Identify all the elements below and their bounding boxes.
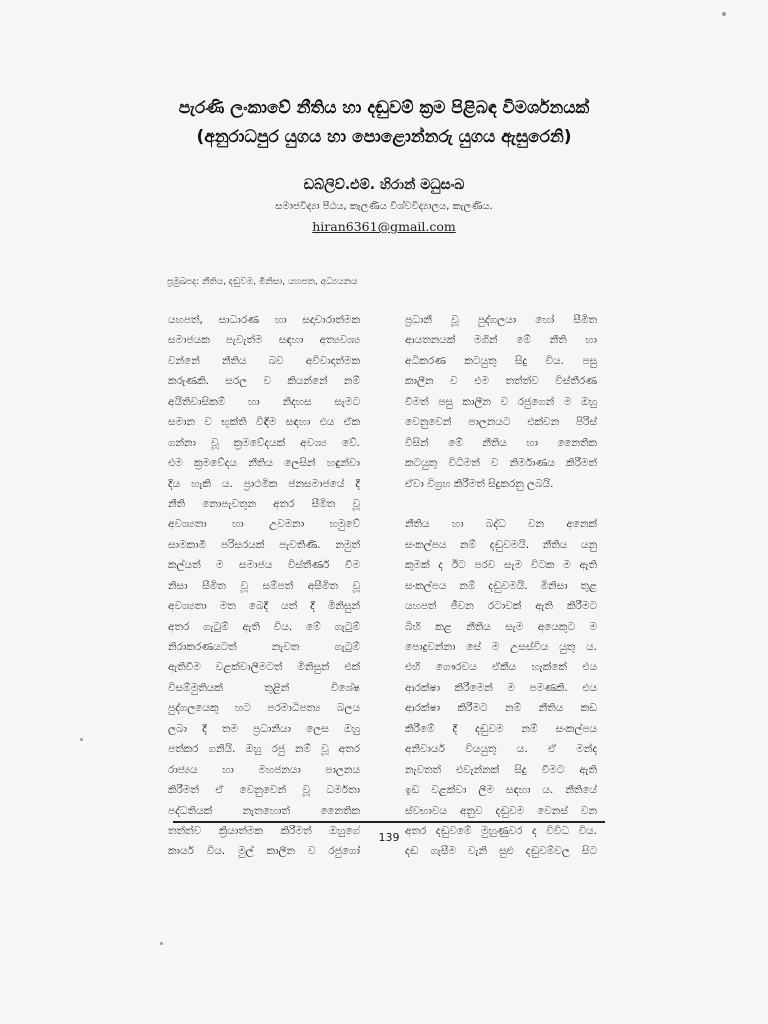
paragraph-gap	[405, 494, 597, 514]
body-text-line: එම ක්‍රමවේදය නීතිය ලෙසින් හඳුන්වා	[168, 457, 360, 470]
left-text-column	[168, 310, 360, 862]
body-text-line: සංකල්පය නම් දඬුවමයි. නීතිය යනු	[405, 538, 597, 551]
body-text-line: වන්නේ නීතිය බව අවිවාදාත්මක	[168, 354, 360, 367]
body-text-line: යහපත්, සාධාරණ හා සදාචාරාත්මක	[168, 314, 360, 326]
body-text-line: දඬ ගැසීම වැනි සුළු දඬුවම්වල සිට	[405, 845, 597, 858]
body-text-line: ඉඩ වළක්වා ලීම සඳහා ය. නීතියේ	[405, 784, 597, 797]
body-text-line: පත්කර ගනියි. ඔහු රජු නම් වූ අතර	[168, 743, 360, 756]
scan-speck	[722, 12, 726, 16]
body-text-line: නිරාකරණයටත් නැවත ගැටුම්	[168, 641, 360, 653]
body-text-line: පුද්ගලයෙකු හට පරමාධිපත්‍ය බලය	[168, 702, 360, 715]
footer-rule	[173, 821, 605, 823]
body-text-line: අනිවාර්ය වියයුතු ය. ඒ මන්ද	[405, 743, 597, 756]
body-text-line: සාමකාමී පරිසරයක් පැවතිණි. නමුත්	[168, 538, 360, 551]
author-name: ඩබ්ලිව්.එම්. හිරාන් මධුසංඛ	[303, 177, 465, 193]
body-text-line: විසින් මේ නීතිය හා නෛතික	[405, 436, 597, 449]
body-text-line: ආයතනයක් මගින් මේ නීති හා	[405, 334, 597, 347]
body-text-line: අයිතිවාසිකම් හා නිදහස සැමට	[168, 395, 360, 408]
body-text-line: ලබා දී තම ප්‍රධානියා ලෙස ඔහු	[168, 722, 360, 735]
body-text-line: අධිකරණ කටයුතු සිදු විය. පසු	[405, 354, 597, 367]
body-text-line: එහි ගෞරවය ඒකීය හැක්කේ එය	[405, 661, 597, 674]
body-text-line: වෙනුවෙන් පාලනයට එක්වන පිරිස්	[405, 416, 597, 429]
keywords-line: ප්‍රමුඛපද: නීතිය, දඬුවම, මිනිසා, යහපත, අධ්‍යයනය	[167, 277, 358, 287]
body-text-line: කල්යත් ම සමාජය විස්තීර්ණ වීම	[168, 559, 360, 572]
body-text-line: ඒවා විග්‍රහ කිරීමත් සිදුකරනු ලබයි.	[405, 477, 554, 490]
body-text-line: ප්‍රධානී වූ පුද්ගලයා හෝ සීමිත	[405, 314, 597, 326]
body-text-line: නැවතත් එවැන්නක් සිදු වීමට ඇති	[405, 763, 597, 776]
body-text-line: විසම්මුතියක් තුළින් විශේෂ	[168, 681, 360, 694]
body-text-line: යහපත් ජීවන රටාවක් ඇති කිරීමට	[405, 600, 597, 613]
body-text-line: තත්ත්ව ක්‍රියාත්මක කිරීමත් ඔහුගේ	[168, 824, 360, 837]
body-text-line: කුමක් ද ඊට පරව සැම විටක ම ඇති	[405, 559, 597, 572]
scan-speck	[160, 942, 163, 945]
body-text-line: සමාජයක පැවැත්ම සඳහා අත්‍යවශ්‍ය	[168, 334, 360, 347]
body-text-line: කටයුතු විධිමත් ව නිර්මාණය කිරීමත්	[405, 457, 597, 470]
body-text-line: සමාන ව භුක්ති විඳීම සඳහා එය ඒක	[168, 416, 360, 429]
body-text-line: නීති නොපැවතුන අතර සීමිත වූ	[168, 497, 360, 510]
body-text-line: වීමත් පසු කාලීන ව රජුගෙන් ම ඔහු	[405, 395, 597, 408]
scan-speck	[80, 738, 83, 741]
body-text-line: කරුණකි. සරල ව කියන්නේ නම්	[168, 375, 360, 388]
body-text-line: අවශ්‍යතා හා උවමනා හමුවේ	[168, 518, 360, 531]
body-text-line: අවශ්‍යතා මත බෙදී යත් දී මිනිසුන්	[168, 600, 360, 613]
body-text-line: නිසා සීමිත වූ සම්පත් අසීමිත වූ	[168, 579, 360, 592]
article-title-line-1: පැරණි ලංකාවේ නීතිය හා දඬුවම් ක්‍රම පිළිබඳ විමර්ශනයක්	[178, 98, 590, 118]
body-text-line: පද්ධතියක් නැතහොත් නෛතික	[168, 804, 360, 817]
author-affiliation: සමාජවිද්‍යා පීඨය, කැලණිය විශ්වවිද්‍යාලය, කැලණිය.	[275, 201, 493, 212]
body-text-line: පොදුවන්නා සේ ම උසස්විය යුතු ය.	[405, 641, 597, 653]
body-text-line: සංකල්පය නම් දඬුවමයි. මිනිසා තුළ	[405, 579, 597, 592]
body-text-line: කාර්ය විය. මුල් කාලීන ව රජුගෝ	[168, 845, 360, 858]
body-text-line: නීතිය හා බද්ධ වන අනෙක්	[405, 518, 597, 531]
author-email: hiran6361@gmail.com	[312, 219, 456, 234]
body-text-line: ගන්නා වූ ක්‍රමවේදයක් අවශ්‍ය වේ.	[168, 436, 360, 449]
body-text-line: කිරීමත් ඒ වෙනුවෙන් වූ ධර්මතා	[168, 784, 360, 797]
body-text-line: රාජ්‍යය හා මහජනයා පාලනය	[168, 763, 360, 776]
body-text-line: අතර දඬුවමේ මුහුණුවර ද විවිධ විය.	[405, 824, 597, 837]
right-text-column	[405, 310, 597, 862]
body-text-line: ස්වභාවය අනුව දඬුවම වෙනස් වන	[405, 804, 597, 817]
body-text-line: දිය හැකි ය. ප්‍රාථමික ජනසමාජයේ දී	[168, 477, 360, 490]
body-text-line: කිරීමේ දී දඬුවම නම් සංකල්පය	[405, 722, 597, 735]
body-text-line: ඇතිවීම වළක්වාලීමටත් මිනිසුන් එක්	[168, 661, 360, 674]
body-text-line: බිහි කළ නීතිය සැම අයෙකුට ම	[405, 620, 597, 633]
page-number: 139	[378, 831, 400, 844]
article-title-line-2: (අනුරාධපුර යුගය හා පොළොන්නරු යුගය ඇසුරෙනි)	[196, 127, 572, 147]
body-text-line: ආරක්ෂා කිරීමෙන් ම පමණකි. එය	[405, 681, 597, 694]
body-text-line: අතර ගැටුම් ඇති විය. මේ ගැටුම්	[168, 620, 360, 633]
body-text-line: කාලීන ව එම තත්ත්ව විස්තීරණ	[405, 375, 597, 388]
body-text-line: ආරක්ෂා කිරීමට නම් නීතිය කඩ	[405, 702, 597, 715]
